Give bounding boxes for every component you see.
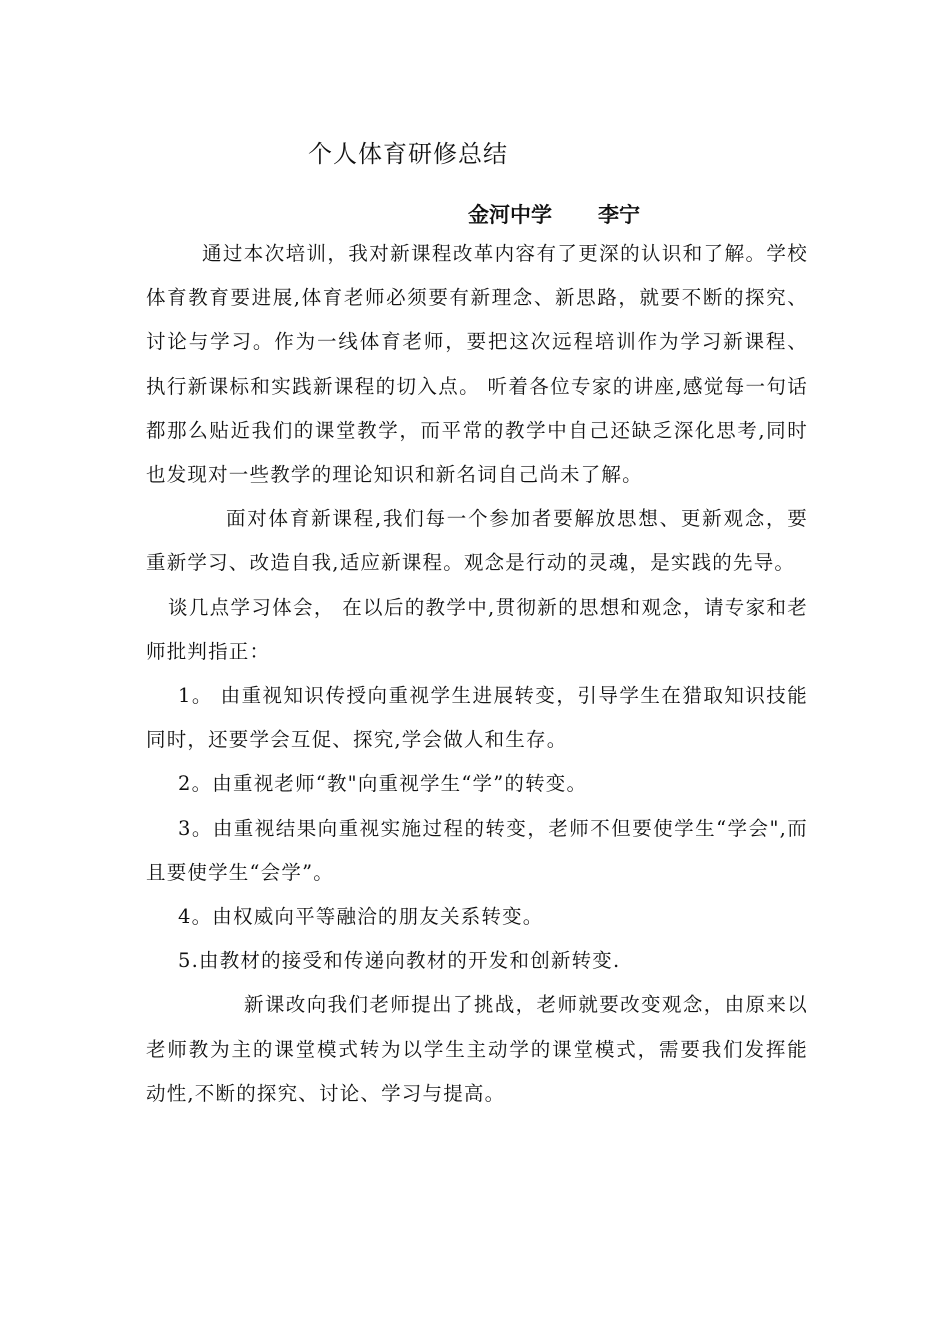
paragraph-new-curriculum: 面对体育新课程,我们每一个参加者要解放思想、更新观念，要重新学习、改造自我,适应新课程。观念是行动的灵魂，是实践的先导。 [146,507,808,575]
list-item: 1。 由重视知识传授向重视学生进展转变，引导学生在猎取知识技能同时，还要学会互促、探究,学会做人和生存。 [146,684,808,752]
author-byline [468,199,640,229]
paragraph-reflections-lead: 谈几点学习体会， 在以后的教学中,贯彻新的思想和观念，请专家和老师批判指正： [146,595,808,663]
list-item: 4。由权威向平等融洽的朋友关系转变。 [178,905,544,929]
list-item: 2。由重视老师“教"向重视学生“学”的转变。 [178,772,588,796]
paragraph-intro: 通过本次培训，我对新课程改革内容有了更深的认识和了解。学校体育教育要进展,体育老师必须要有新理念、新思路，就要不断的探究、讨论与学习。作为一线体育老师，要把这次远程培训作为学习新课程、执行新课标和实践新课程的切入点。 听着各位专家的讲座,感觉每一句话都那么贴近我们的课堂教学，而平常的教学中自己还缺乏深化思考,同时也发现对一些教学的理论知识和新名词自己尚未了解。 [146,242,808,487]
paragraph-conclusion: 新课改向我们老师提出了挑战，老师就要改变观念，由原来以老师教为主的课堂模式转为以学生主动学的课堂模式，需要我们发挥能动性,不断的探究、讨论、学习与提高。 [146,993,808,1105]
document-title: 个人体育研修总结 [308,140,508,168]
list-item: 5.由教材的接受和传递向教材的开发和创新转变. [178,949,621,973]
document-body [146,232,808,1116]
list-item: 3。由重视结果向重视实施过程的转变，老师不但要使学生“学会",而且要使学生“会学”。 [146,816,808,884]
author-name: 李宁 [598,203,640,227]
school-name: 金河中学 [468,203,552,227]
